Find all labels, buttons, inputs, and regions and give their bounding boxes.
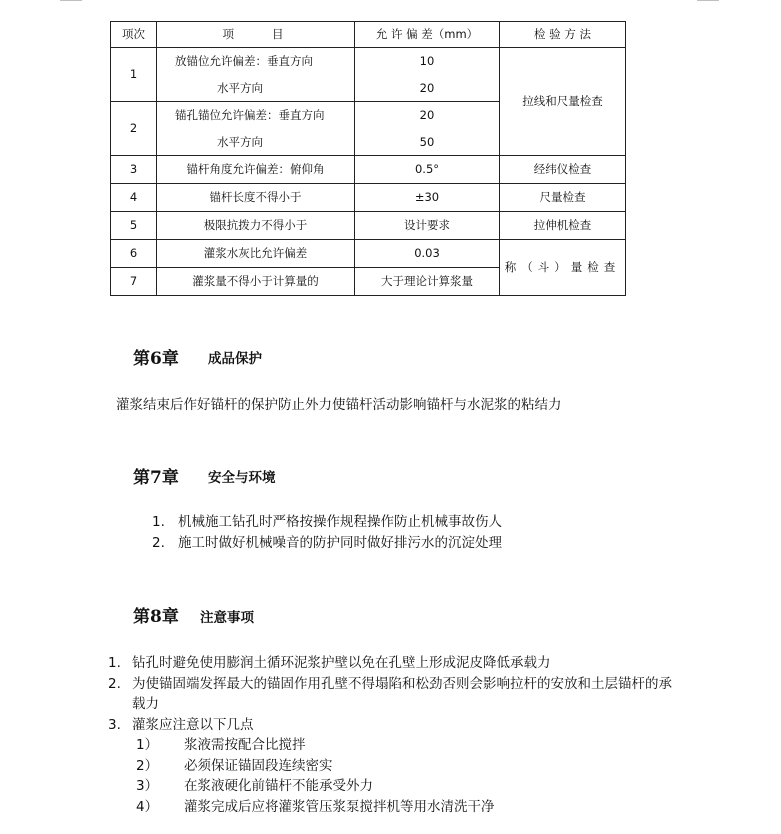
table-row: [111, 48, 626, 102]
header-tolerance: 允 许 偏 差（mm）: [355, 22, 500, 48]
row-index: 6: [111, 240, 157, 268]
list-item-number: 2.: [108, 675, 121, 692]
row-index: 3: [111, 156, 157, 184]
row-index: 7: [111, 268, 157, 296]
sub-item-number: 3）: [136, 778, 159, 794]
page-corner-mark-right: [697, 0, 719, 1]
row-item-line: 锚孔锚位允许偏差：垂直方向: [175, 108, 325, 122]
header-method: 检 验 方 法: [500, 22, 626, 48]
sub-item-number: 4）: [136, 798, 159, 815]
header-index: 项次: [111, 22, 157, 48]
list-item-text: 机械施工钻孔时严格按操作规程操作防止机械事故伤人: [178, 514, 502, 530]
row-item-line: 水平方向: [217, 80, 263, 95]
header-item: 项 目: [157, 22, 355, 48]
list-item-number: 3.: [108, 716, 121, 733]
row-value: 设计要求: [355, 212, 500, 240]
table-row: [111, 212, 626, 240]
sub-item-text: 在浆液硬化前锚杆不能承受外力: [184, 778, 373, 794]
sub-item-text: 浆液需按配合比搅拌: [184, 737, 306, 753]
row-value-line: 50: [419, 134, 435, 149]
row-item: [157, 102, 355, 156]
list-item-text: 灌浆应注意以下几点: [132, 716, 254, 733]
row-value: [355, 102, 500, 156]
row-value: ±30: [355, 184, 500, 212]
row-value: [355, 48, 500, 102]
sub-list-item: [108, 756, 748, 777]
list-item: [152, 533, 652, 554]
tolerance-table: [110, 21, 626, 296]
row-item-line: 水平方向: [217, 134, 263, 149]
chapter8-label: 第8章: [133, 607, 179, 627]
list-item: [108, 715, 748, 736]
list-item-number: 2.: [152, 534, 165, 551]
sub-item-text: 必须保证锚固段连续密实: [184, 757, 333, 774]
row-method: 拉伸机检查: [500, 212, 626, 240]
row-value: 0.03: [355, 240, 500, 268]
sub-list-item: [108, 776, 748, 797]
sub-item-number: 1）: [136, 737, 159, 753]
row-index: 4: [111, 184, 157, 212]
row-value: 大于理论计算浆量: [355, 268, 500, 296]
sub-item-text: 灌浆完成后应将灌浆管压浆泵搅拌机等用水清洗干净: [184, 798, 495, 815]
list-item: [152, 512, 652, 533]
row-index: 5: [111, 212, 157, 240]
row-index: 1: [111, 48, 157, 102]
chapter6-title: 成品保护: [208, 351, 262, 367]
chapter8-list: [108, 653, 748, 817]
table-row: [111, 156, 626, 184]
chapter6-label: 第6章: [133, 349, 179, 369]
list-item-number: 1.: [152, 514, 165, 530]
chapter7-list: [152, 512, 652, 553]
list-item-text: 钻孔时避免使用膨润土循环泥浆护壁以免在孔壁上形成泥皮降低承载力: [132, 655, 551, 671]
row-value-line: 10: [419, 54, 435, 68]
row-method: 尺量检查: [500, 184, 626, 212]
row-item: [157, 48, 355, 102]
row-item-line: 放锚位允许偏差：垂直方向: [175, 54, 313, 68]
chapter7-label: 第7章: [133, 468, 179, 488]
list-item: [108, 674, 748, 695]
row-value: 0.5°: [355, 156, 500, 184]
list-item-number: 1.: [108, 655, 121, 671]
row-method-merged: 拉线和尺量检查: [500, 48, 626, 156]
table-row: [111, 184, 626, 212]
list-item: [108, 653, 748, 674]
chapter8-title: 注意事项: [200, 610, 254, 626]
list-item-text: 载力: [132, 696, 159, 712]
row-item: 灌浆量不得小于计算量的: [157, 268, 355, 296]
list-item-text: 施工时做好机械噪音的防护同时做好排污水的沉淀处理: [178, 534, 502, 551]
row-item: 极限抗拨力不得小于: [157, 212, 355, 240]
row-item: 锚杆长度不得小于: [157, 184, 355, 212]
chapter7-title: 安全与环境: [208, 470, 276, 486]
row-item: 锚杆角度允许偏差：俯仰角: [157, 156, 355, 184]
row-value-line: 20: [419, 80, 435, 95]
sub-item-number: 2）: [136, 757, 159, 774]
chapter6-text: 灌浆结束后作好锚杆的保护防止外力使锚杆活动影响锚杆与水泥浆的粘结力: [116, 397, 562, 413]
sub-list-item: [108, 735, 748, 756]
list-item-text: 为使锚固端发挥最大的锚固作用孔壁不得塌陷和松劲否则会影响拉杆的安放和土层锚杆的承: [132, 675, 672, 692]
row-method-merged: 称（斗）量检查: [500, 240, 626, 296]
list-item-continuation: [108, 694, 748, 715]
page-corner-mark-left: [60, 0, 82, 1]
table-header-row: [111, 22, 626, 48]
table-row: [111, 240, 626, 268]
row-value-line: 20: [419, 108, 435, 122]
row-method: 经纬仪检查: [500, 156, 626, 184]
row-index: 2: [111, 102, 157, 156]
row-item: 灌浆水灰比允许偏差: [157, 240, 355, 268]
sub-list-item: [108, 797, 748, 818]
